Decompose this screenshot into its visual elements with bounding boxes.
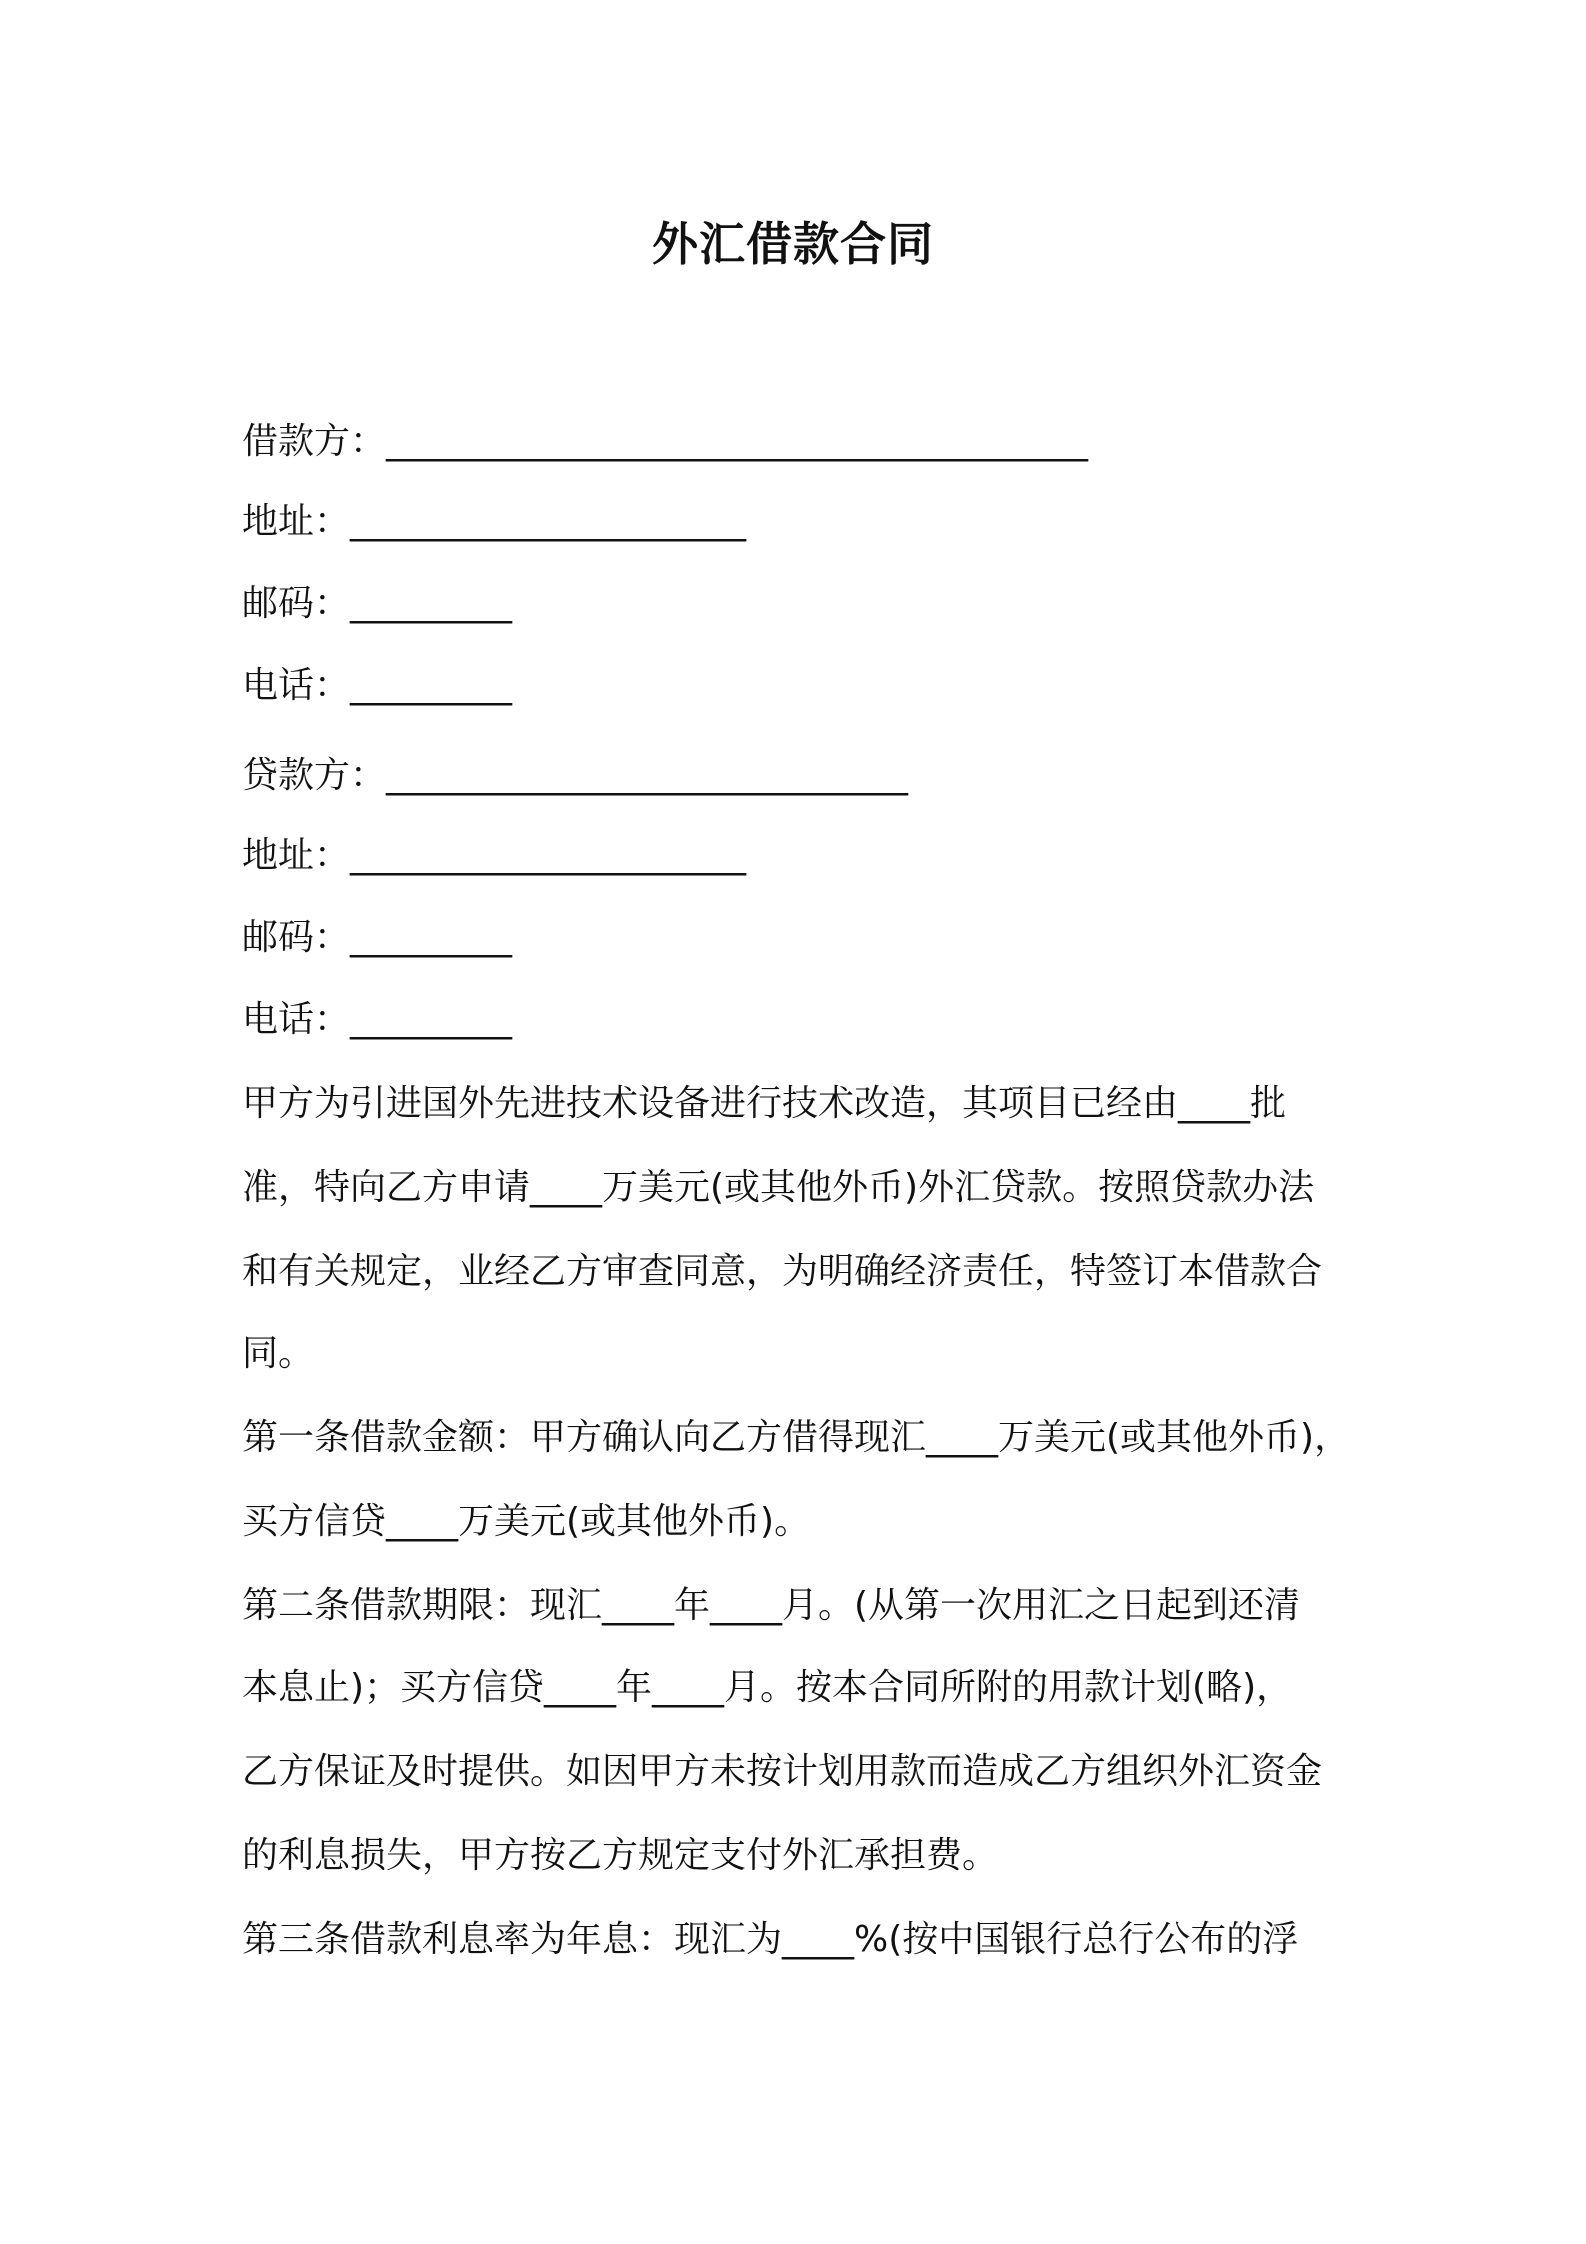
borrower-address-line: 地址：______________________ bbox=[242, 501, 747, 542]
paragraph-line: 甲方为引进国外先进技术设备进行技术改造，其项目已经由____批 bbox=[242, 1083, 1287, 1124]
lender-name-line: 贷款方：_____________________________ bbox=[242, 755, 909, 796]
paragraph-line: 准，特向乙方申请____万美元(或其他外币)外汇贷款。按照贷款办法 bbox=[242, 1167, 1315, 1208]
borrower-phone-line: 电话：_________ bbox=[242, 665, 513, 706]
article-1-line: 买方信贷____万美元(或其他外币)。 bbox=[242, 1501, 811, 1542]
borrower-name-line: 借款方：_______________________________________ bbox=[242, 421, 1089, 462]
article-1-line: 第一条借款金额：甲方确认向乙方借得现汇____万美元(或其他外币)， bbox=[242, 1417, 1351, 1458]
article-2-line: 乙方保证及时提供。如因甲方未按计划用款而造成乙方组织外汇资金 bbox=[242, 1751, 1323, 1792]
lender-postcode-line: 邮码：_________ bbox=[242, 917, 513, 958]
article-3-line: 第三条借款利息率为年息：现汇为____%(按中国银行总行公布的浮 bbox=[242, 1919, 1299, 1960]
borrower-postcode-line: 邮码：_________ bbox=[242, 583, 513, 624]
paragraph-line: 和有关规定，业经乙方审查同意，为明确经济责任，特签订本借款合 bbox=[242, 1251, 1323, 1292]
lender-phone-line: 电话：_________ bbox=[242, 999, 513, 1040]
document-title: 外汇借款合同 bbox=[652, 217, 934, 271]
article-2-line: 第二条借款期限：现汇____年____月。(从第一次用汇之日起到还清 bbox=[242, 1585, 1301, 1626]
lender-address-line: 地址：______________________ bbox=[242, 835, 747, 876]
paragraph-line: 同。 bbox=[242, 1333, 315, 1374]
article-2-line: 的利息损失，甲方按乙方规定支付外汇承担费。 bbox=[242, 1835, 999, 1876]
article-2-line: 本息止)；买方信贷____年____月。按本合同所附的用款计划(略)， bbox=[242, 1667, 1293, 1708]
